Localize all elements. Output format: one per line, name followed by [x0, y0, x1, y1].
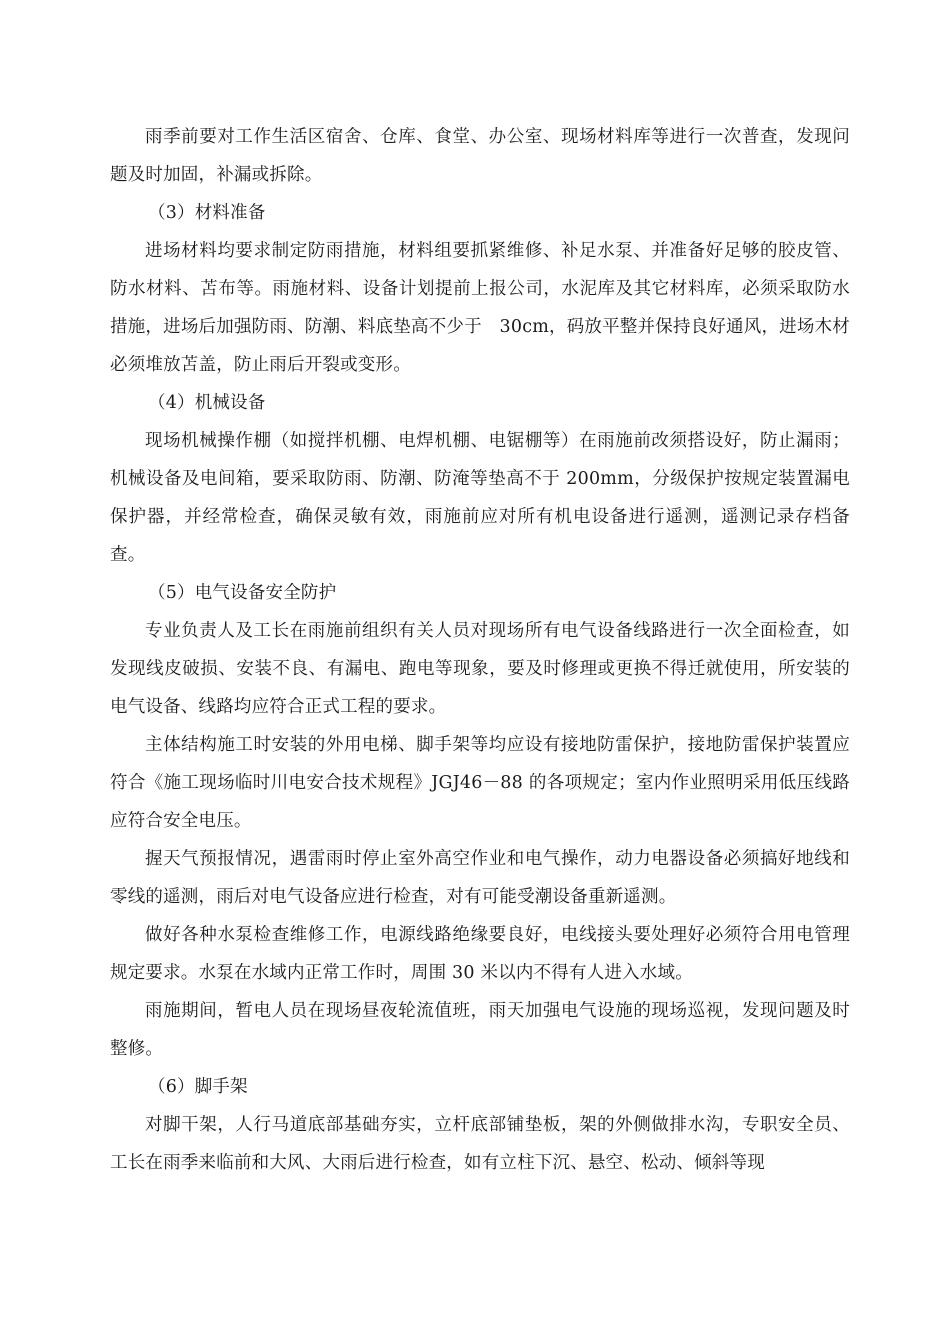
- paragraph-duty-rotation: 雨施期间，暂电人员在现场昼夜轮流值班，雨天加强电气设施的现场巡视，发现问题及时整修。: [110, 1001, 850, 1059]
- heading-mechanical-equipment: （4）机械设备: [148, 393, 266, 413]
- paragraph-weather-forecast: 握天气预报情况，遇雷雨时停止室外高空作业和电气操作，动力电器设备必须搞好地线和零线的遥测，雨后对电气设备应进行检查，对有可能受潮设备重新遥测。: [110, 849, 850, 907]
- heading-scaffolding: （6）脚手架: [148, 1077, 248, 1097]
- heading-electrical-safety: （5）电气设备安全防护: [148, 583, 337, 603]
- paragraph-scaffolding: 对脚干架，人行马道底部基础夯实，立杆底部铺垫板，架的外侧做排水沟，专职安全员、工长在雨季来临前和大风、大雨后进行检查，如有立柱下沉、悬空、松动、倾斜等现: [110, 1115, 850, 1173]
- document-page: [110, 118, 850, 1182]
- paragraph-lightning-protection: 主体结构施工时安装的外用电梯、脚手架等均应设有接地防雷保护，接地防雷保护装置应符合《施工现场临时川电安合技术规程》JGJ46－88 的各项规定；室内作业照明采用低压线路应符合安全电压。: [110, 735, 850, 831]
- paragraph-site-inspection: 雨季前要对工作生活区宿舍、仓库、食堂、办公室、现场材料库等进行一次普查，发现问题及时加固，补漏或拆除。: [110, 127, 850, 185]
- paragraph-mechanical-equipment: 现场机械操作棚（如搅拌机棚、电焊机棚、电锯棚等）在雨施前改须搭设好，防止漏雨；机械设备及电间箱，要采取防雨、防潮、防淹等垫高不于 200mm，分级保护按规定装置漏电保护器，并经常检查，确保灵敏有效，雨施前应对所有机电设备进行遥测，遥测记录存档备查。: [110, 431, 850, 565]
- paragraph-electrical-inspection: 专业负责人及工长在雨施前组织有关人员对现场所有电气设备线路进行一次全面检查，如发现线皮破损、安装不良、有漏电、跑电等现象，要及时修理或更换不得迁就使用，所安装的电气设备、线路均应符合正式工程的要求。: [110, 621, 850, 717]
- paragraph-water-pump: 做好各种水泵检查维修工作，电源线路绝缘要良好，电线接头要处理好必须符合用电管理规定要求。水泵在水域内正常工作时，周围 30 米以内不得有人进入水域。: [110, 925, 850, 983]
- heading-material-preparation: （3）材料准备: [148, 203, 266, 223]
- paragraph-material-preparation: 进场材料均要求制定防雨措施，材料组要抓紧维修、补足水泵、并准备好足够的胶皮管、防水材料、苫布等。雨施材料、设备计划提前上报公司，水泥库及其它材料库，必须采取防水措施，进场后加强防雨、防潮、料底垫高不少于 30cm，码放平整并保持良好通风，进场木材必须堆放苫盖，防止雨后开裂或变形。: [110, 241, 850, 375]
